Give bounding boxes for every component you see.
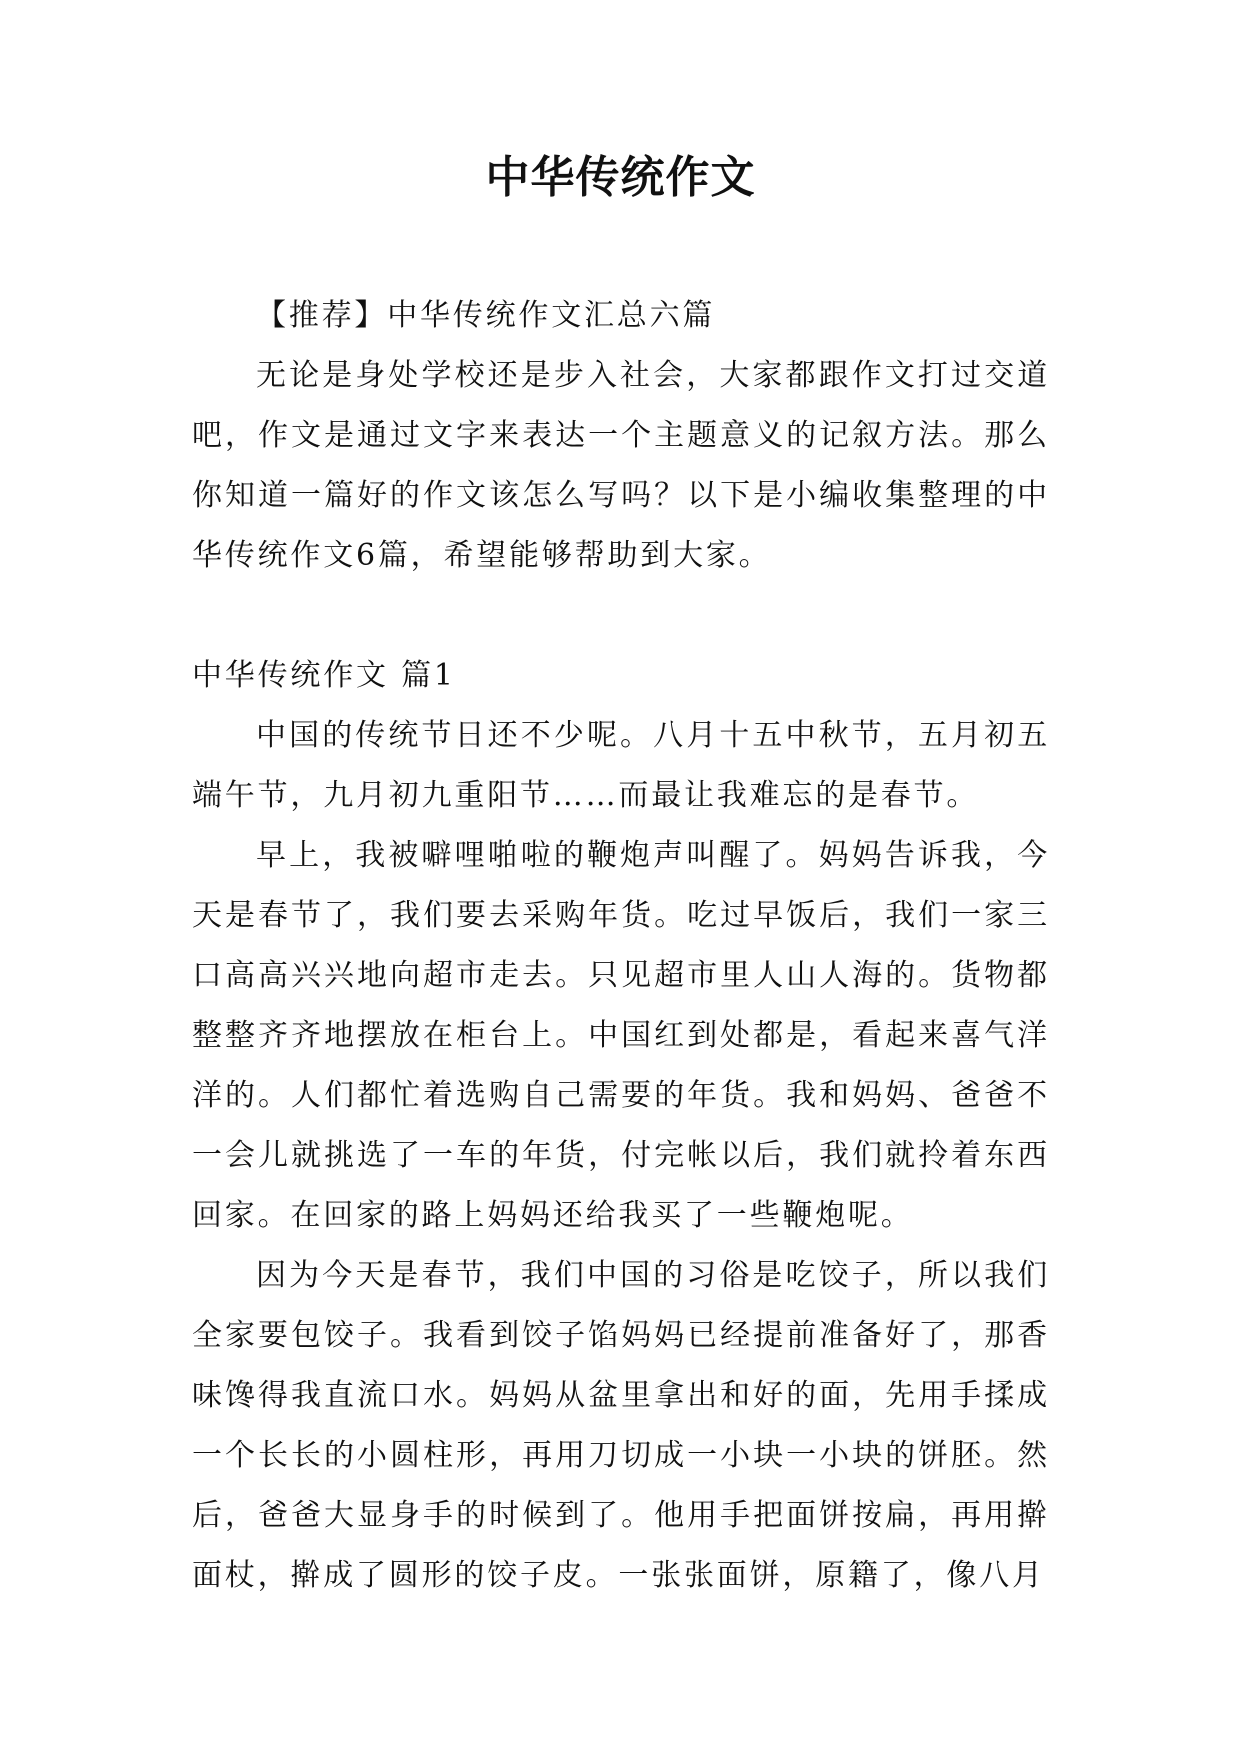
intro-paragraph: 无论是身处学校还是步入社会，大家都跟作文打过交道吧，作文是通过文字来表达一个主题意义的记叙方法。那么你知道一篇好的作文该怎么写吗？以下是小编收集整理的中华传统作文6篇，希望能够帮助到大家。 [192,358,1050,573]
body-paragraph: 中国的传统节日还不少呢。八月十五中秋节，五月初五端午节，九月初九重阳节……而最让我难忘的是春节。 [192,718,1050,813]
section-heading: 中华传统作文 篇1 [192,658,456,693]
body-paragraph: 因为今天是春节，我们中国的习俗是吃饺子，所以我们全家要包饺子。我看到饺子馅妈妈已经提前准备好了，那香味馋得我直流口水。妈妈从盆里拿出和好的面，先用手揉成一个长长的小圆柱形，再用刀切成一小块一小块的饼胚。然后，爸爸大显身手的时候到了。他用手把面饼按扁，再用擀面杖，擀成了圆形的饺子皮。一张张面饼，原籍了，像八月 [192,1258,1050,1593]
document-title: 中华传统作文 [485,152,756,203]
body-paragraph: 早上，我被噼哩啪啦的鞭炮声叫醒了。妈妈告诉我，今天是春节了，我们要去采购年货。吃过早饭后，我们一家三口高高兴兴地向超市走去。只见超市里人山人海的。货物都整整齐齐地摆放在柜台上。中国红到处都是，看起来喜气洋洋的。人们都忙着选购自己需要的年货。我和妈妈、爸爸不一会儿就挑选了一车的年货，付完帐以后，我们就拎着东西回家。在回家的路上妈妈还给我买了一些鞭炮呢。 [192,838,1050,1233]
document-body [192,286,1050,1606]
document-subtitle: 【推荐】中华传统作文汇总六篇 [256,298,716,333]
